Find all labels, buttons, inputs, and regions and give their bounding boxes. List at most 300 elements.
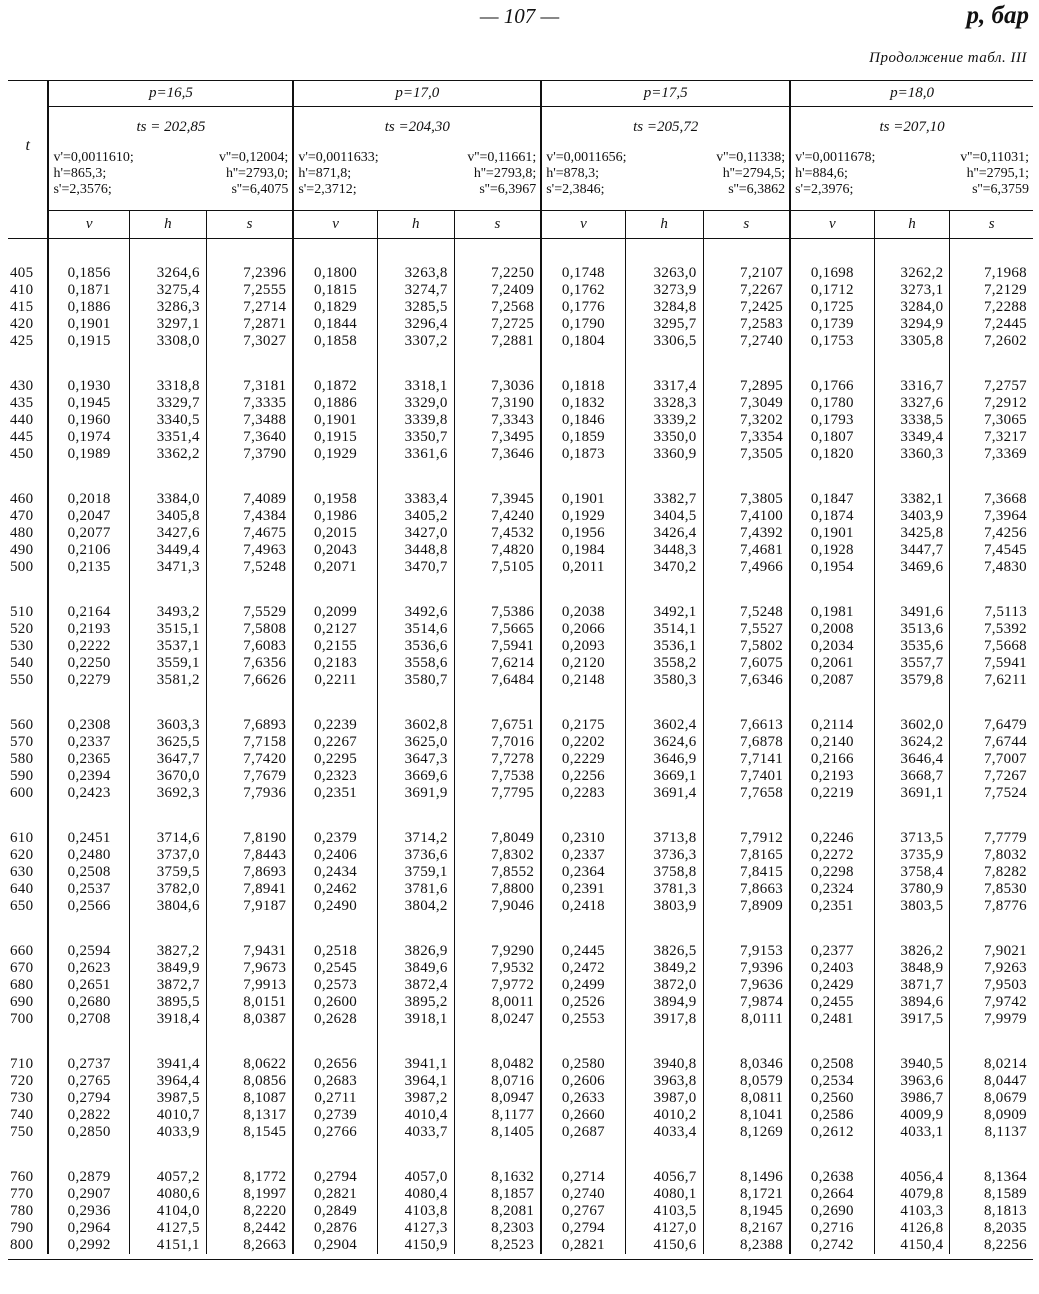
h-cell: 4104,0 <box>129 1203 206 1220</box>
h-cell: 3691,9 <box>377 785 454 802</box>
h-cell: 3403,9 <box>874 508 950 525</box>
h-cell: 4033,1 <box>874 1124 950 1141</box>
v-cell: 0,1820 <box>790 446 874 463</box>
column-header-h: h <box>625 211 703 239</box>
s-cell: 7,7524 <box>950 785 1033 802</box>
temperature-cell: 590 <box>10 767 34 784</box>
h-prime: h'=871,8; <box>298 166 352 181</box>
v-cell: 0,1753 <box>790 333 874 350</box>
v-cell: 0,2283 <box>541 785 625 802</box>
table-row <box>8 830 1033 847</box>
s-cell: 7,7278 <box>454 751 541 768</box>
h-cell: 3264,6 <box>129 265 206 282</box>
v-cell: 0,1960 <box>48 412 129 429</box>
s-cell: 7,8190 <box>206 830 293 847</box>
h-cell: 3668,7 <box>874 768 950 785</box>
s-cell: 7,3488 <box>206 412 293 429</box>
s-cell: 7,5248 <box>703 604 790 621</box>
s-cell: 7,7658 <box>703 785 790 802</box>
temperature-cell: 780 <box>10 1202 34 1219</box>
s-cell: 7,7779 <box>950 830 1033 847</box>
h-cell: 3492,6 <box>377 604 454 621</box>
v-double-prime: v''=0,11031; <box>960 150 1029 165</box>
s-cell: 7,9187 <box>206 898 293 915</box>
table-row <box>8 1073 1033 1090</box>
s-cell: 7,2740 <box>703 333 790 350</box>
page-number: — 107 — <box>479 4 560 28</box>
s-cell: 7,7016 <box>454 734 541 751</box>
s-cell: 7,3202 <box>703 412 790 429</box>
h-cell: 3986,7 <box>874 1090 950 1107</box>
v-cell: 0,2766 <box>293 1124 377 1141</box>
v-cell: 0,2664 <box>790 1186 874 1203</box>
v-cell: 0,1954 <box>790 559 874 576</box>
v-cell: 0,2175 <box>541 717 625 734</box>
s-cell: 8,0111 <box>703 1011 790 1028</box>
temperature-cell: 445 <box>10 428 34 445</box>
v-double-prime: v''=0,11661; <box>467 150 537 165</box>
s-cell: 8,1364 <box>950 1169 1033 1186</box>
h-cell: 3895,5 <box>129 994 206 1011</box>
s-cell: 8,2303 <box>454 1220 541 1237</box>
h-cell: 3491,6 <box>874 604 950 621</box>
s-cell: 7,2714 <box>206 299 293 316</box>
h-cell: 4010,7 <box>129 1107 206 1124</box>
h-cell: 3426,4 <box>625 525 703 542</box>
h-cell: 3350,0 <box>625 429 703 446</box>
v-cell: 0,2480 <box>48 847 129 864</box>
h-double-prime: h''=2793,8; <box>473 166 537 181</box>
s-cell: 7,9046 <box>454 898 541 915</box>
s-cell: 8,0811 <box>703 1090 790 1107</box>
v-cell: 0,2323 <box>293 768 377 785</box>
h-cell: 3735,9 <box>874 847 950 864</box>
table-row <box>8 604 1033 621</box>
table-row <box>8 412 1033 429</box>
table-row <box>8 751 1033 768</box>
v-cell: 0,1873 <box>541 446 625 463</box>
h-cell: 3826,5 <box>625 943 703 960</box>
s-cell: 7,6356 <box>206 655 293 672</box>
table-row <box>8 621 1033 638</box>
h-cell: 3803,5 <box>874 898 950 915</box>
s-prime: s'=2,3576; <box>53 182 112 197</box>
s-cell: 7,2267 <box>703 282 790 299</box>
table-row <box>8 333 1033 350</box>
s-cell: 8,0679 <box>950 1090 1033 1107</box>
s-cell: 7,9021 <box>950 943 1033 960</box>
table-row <box>8 881 1033 898</box>
s-cell: 7,3668 <box>950 491 1033 508</box>
table-row <box>8 785 1033 802</box>
v-cell: 0,1984 <box>541 542 625 559</box>
v-cell: 0,2418 <box>541 898 625 915</box>
h-cell: 3872,4 <box>377 977 454 994</box>
s-cell: 7,2250 <box>454 265 541 282</box>
h-cell: 4150,6 <box>625 1237 703 1254</box>
v-cell: 0,2011 <box>541 559 625 576</box>
s-cell: 8,1589 <box>950 1186 1033 1203</box>
s-cell: 7,6893 <box>206 717 293 734</box>
v-cell: 0,2623 <box>48 960 129 977</box>
s-cell: 7,7420 <box>206 751 293 768</box>
v-cell: 0,1901 <box>48 316 129 333</box>
h-cell: 3781,3 <box>625 881 703 898</box>
v-cell: 0,2742 <box>790 1237 874 1254</box>
s-double-prime: s''=6,3862 <box>728 182 786 197</box>
v-cell: 0,2711 <box>293 1090 377 1107</box>
h-cell: 3297,1 <box>129 316 206 333</box>
row-spacer <box>8 576 1033 604</box>
s-cell: 7,8776 <box>950 898 1033 915</box>
v-cell: 0,1915 <box>48 333 129 350</box>
h-cell: 3339,2 <box>625 412 703 429</box>
v-cell: 0,1929 <box>293 446 377 463</box>
h-cell: 3262,2 <box>874 265 950 282</box>
table-body <box>8 239 1033 1260</box>
h-cell: 3263,0 <box>625 265 703 282</box>
s-cell: 7,5808 <box>206 621 293 638</box>
temperature-cell: 710 <box>10 1055 34 1072</box>
temperature-cell: 520 <box>10 620 34 637</box>
table-row <box>8 491 1033 508</box>
temperature-cell: 500 <box>10 558 34 575</box>
h-cell: 3361,6 <box>377 446 454 463</box>
v-cell: 0,1928 <box>790 542 874 559</box>
s-cell: 7,5941 <box>454 638 541 655</box>
temperature-cell: 760 <box>10 1168 34 1185</box>
v-cell: 0,1871 <box>48 282 129 299</box>
h-cell: 3469,6 <box>874 559 950 576</box>
s-cell: 7,5113 <box>950 604 1033 621</box>
v-cell: 0,1958 <box>293 491 377 508</box>
temperature-cell: 410 <box>10 281 34 298</box>
s-cell: 7,7936 <box>206 785 293 802</box>
table-row <box>8 446 1033 463</box>
h-cell: 3536,6 <box>377 638 454 655</box>
v-cell: 0,1986 <box>293 508 377 525</box>
s-cell: 8,1137 <box>950 1124 1033 1141</box>
s-cell: 7,8663 <box>703 881 790 898</box>
s-cell: 8,0346 <box>703 1056 790 1073</box>
s-cell: 8,1857 <box>454 1186 541 1203</box>
v-cell: 0,2337 <box>541 847 625 864</box>
v-cell: 0,2429 <box>790 977 874 994</box>
s-cell: 7,2912 <box>950 395 1033 412</box>
row-spacer <box>8 350 1033 378</box>
temperature-cell: 540 <box>10 654 34 671</box>
table-row <box>8 768 1033 785</box>
v-cell: 0,2377 <box>790 943 874 960</box>
v-cell: 0,2166 <box>790 751 874 768</box>
v-cell: 0,2015 <box>293 525 377 542</box>
h-cell: 3294,9 <box>874 316 950 333</box>
h-cell: 3849,9 <box>129 960 206 977</box>
temperature-cell: 620 <box>10 846 34 863</box>
v-cell: 0,2114 <box>790 717 874 734</box>
saturation-params <box>790 107 1033 211</box>
h-cell: 4056,4 <box>874 1169 950 1186</box>
column-header-v: v <box>48 211 129 239</box>
v-cell: 0,2087 <box>790 672 874 689</box>
h-cell: 3340,5 <box>129 412 206 429</box>
s-cell: 8,1997 <box>206 1186 293 1203</box>
v-cell: 0,1844 <box>293 316 377 333</box>
h-cell: 4080,6 <box>129 1186 206 1203</box>
s-cell: 8,1945 <box>703 1203 790 1220</box>
h-cell: 4079,8 <box>874 1186 950 1203</box>
table-row <box>8 1107 1033 1124</box>
s-cell: 8,1405 <box>454 1124 541 1141</box>
v-cell: 0,2434 <box>293 864 377 881</box>
s-cell: 7,5802 <box>703 638 790 655</box>
h-cell: 3758,8 <box>625 864 703 881</box>
h-cell: 3602,8 <box>377 717 454 734</box>
s-cell: 8,2523 <box>454 1237 541 1254</box>
s-cell: 7,4256 <box>950 525 1033 542</box>
temperature-cell: 740 <box>10 1106 34 1123</box>
h-cell: 3941,4 <box>129 1056 206 1073</box>
v-cell: 0,2193 <box>790 768 874 785</box>
temperature-cell: 510 <box>10 603 34 620</box>
v-cell: 0,2246 <box>790 830 874 847</box>
h-cell: 3558,6 <box>377 655 454 672</box>
s-cell: 7,2881 <box>454 333 541 350</box>
h-cell: 3714,2 <box>377 830 454 847</box>
h-cell: 3941,1 <box>377 1056 454 1073</box>
h-cell: 3448,8 <box>377 542 454 559</box>
s-cell: 8,2081 <box>454 1203 541 1220</box>
s-cell: 7,4963 <box>206 542 293 559</box>
s-cell: 8,0579 <box>703 1073 790 1090</box>
table-row <box>8 1169 1033 1186</box>
v-cell: 0,2537 <box>48 881 129 898</box>
v-cell: 0,2135 <box>48 559 129 576</box>
table-row <box>8 898 1033 915</box>
h-cell: 3515,1 <box>129 621 206 638</box>
h-cell: 3580,3 <box>625 672 703 689</box>
s-cell: 7,6744 <box>950 734 1033 751</box>
h-cell: 3826,9 <box>377 943 454 960</box>
h-cell: 3917,8 <box>625 1011 703 1028</box>
h-cell: 3804,6 <box>129 898 206 915</box>
v-cell: 0,2043 <box>293 542 377 559</box>
v-cell: 0,2093 <box>541 638 625 655</box>
row-spacer <box>8 1141 1033 1169</box>
h-cell: 3558,2 <box>625 655 703 672</box>
s-cell: 7,9913 <box>206 977 293 994</box>
s-cell: 8,1632 <box>454 1169 541 1186</box>
temperature-cell: 770 <box>10 1185 34 1202</box>
v-cell: 0,2164 <box>48 604 129 621</box>
s-cell: 7,7538 <box>454 768 541 785</box>
s-cell: 7,3640 <box>206 429 293 446</box>
s-cell: 7,7912 <box>703 830 790 847</box>
v-cell: 0,2580 <box>541 1056 625 1073</box>
v-cell: 0,1886 <box>48 299 129 316</box>
h-cell: 3918,4 <box>129 1011 206 1028</box>
v-cell: 0,2822 <box>48 1107 129 1124</box>
v-cell: 0,2256 <box>541 768 625 785</box>
column-header-s: s <box>206 211 293 239</box>
h-cell: 3362,2 <box>129 446 206 463</box>
v-cell: 0,2907 <box>48 1186 129 1203</box>
s-cell: 7,2288 <box>950 299 1033 316</box>
v-cell: 0,1815 <box>293 282 377 299</box>
s-cell: 7,8282 <box>950 864 1033 881</box>
temperature-cell: 470 <box>10 507 34 524</box>
v-cell: 0,2403 <box>790 960 874 977</box>
h-cell: 4127,3 <box>377 1220 454 1237</box>
h-cell: 3848,9 <box>874 960 950 977</box>
h-cell: 3351,4 <box>129 429 206 446</box>
s-cell: 7,6214 <box>454 655 541 672</box>
h-cell: 3317,4 <box>625 378 703 395</box>
v-cell: 0,2612 <box>790 1124 874 1141</box>
t-column-spacer <box>8 211 48 239</box>
h-prime: h'=884,6; <box>795 166 848 181</box>
s-cell: 8,0947 <box>454 1090 541 1107</box>
s-cell: 7,9263 <box>950 960 1033 977</box>
v-cell: 0,2219 <box>790 785 874 802</box>
v-cell: 0,1847 <box>790 491 874 508</box>
s-cell: 8,0716 <box>454 1073 541 1090</box>
h-cell: 4080,4 <box>377 1186 454 1203</box>
h-cell: 3275,4 <box>129 282 206 299</box>
v-cell: 0,2714 <box>541 1169 625 1186</box>
s-cell: 7,3335 <box>206 395 293 412</box>
s-cell: 7,6878 <box>703 734 790 751</box>
v-cell: 0,2794 <box>293 1169 377 1186</box>
table-row <box>8 960 1033 977</box>
s-cell: 7,5668 <box>950 638 1033 655</box>
h-cell: 3758,4 <box>874 864 950 881</box>
v-cell: 0,2391 <box>541 881 625 898</box>
s-cell: 7,4675 <box>206 525 293 542</box>
s-cell: 7,7141 <box>703 751 790 768</box>
table-row <box>8 717 1033 734</box>
h-cell: 3327,6 <box>874 395 950 412</box>
s-cell: 7,2757 <box>950 378 1033 395</box>
s-cell: 8,2442 <box>206 1220 293 1237</box>
v-cell: 0,2308 <box>48 717 129 734</box>
h-cell: 3713,8 <box>625 830 703 847</box>
s-cell: 7,7007 <box>950 751 1033 768</box>
h-cell: 3646,9 <box>625 751 703 768</box>
table-row <box>8 1220 1033 1237</box>
temperature-cell: 550 <box>10 671 34 688</box>
h-cell: 4103,3 <box>874 1203 950 1220</box>
h-cell: 3804,2 <box>377 898 454 915</box>
v-cell: 0,2148 <box>541 672 625 689</box>
column-subheader-row <box>8 211 1033 239</box>
v-cell: 0,1859 <box>541 429 625 446</box>
s-cell: 7,2129 <box>950 282 1033 299</box>
v-cell: 0,2526 <box>541 994 625 1011</box>
v-cell: 0,1766 <box>790 378 874 395</box>
h-cell: 3940,5 <box>874 1056 950 1073</box>
v-cell: 0,2211 <box>293 672 377 689</box>
s-cell: 8,0447 <box>950 1073 1033 1090</box>
v-cell: 0,2716 <box>790 1220 874 1237</box>
v-cell: 0,2445 <box>541 943 625 960</box>
s-cell: 7,6083 <box>206 638 293 655</box>
v-cell: 0,2272 <box>790 847 874 864</box>
h-cell: 4033,4 <box>625 1124 703 1141</box>
s-cell: 8,1041 <box>703 1107 790 1124</box>
h-cell: 3449,4 <box>129 542 206 559</box>
v-cell: 0,2553 <box>541 1011 625 1028</box>
h-cell: 3286,3 <box>129 299 206 316</box>
s-cell: 7,4545 <box>950 542 1033 559</box>
v-cell: 0,2038 <box>541 604 625 621</box>
row-spacer <box>8 689 1033 717</box>
h-cell: 3329,0 <box>377 395 454 412</box>
v-cell: 0,2545 <box>293 960 377 977</box>
v-cell: 0,2794 <box>541 1220 625 1237</box>
h-cell: 3273,1 <box>874 282 950 299</box>
v-cell: 0,1974 <box>48 429 129 446</box>
steam-table <box>8 80 1033 1260</box>
v-cell: 0,2821 <box>541 1237 625 1254</box>
temperature-cell: 630 <box>10 863 34 880</box>
h-cell: 3318,1 <box>377 378 454 395</box>
v-cell: 0,2690 <box>790 1203 874 1220</box>
temperature-cell: 415 <box>10 298 34 315</box>
s-cell: 7,8049 <box>454 830 541 847</box>
running-head: p, бар <box>966 2 1029 29</box>
v-double-prime: v''=0,11338; <box>716 150 786 165</box>
h-cell: 3513,6 <box>874 621 950 638</box>
v-cell: 0,2660 <box>541 1107 625 1124</box>
v-cell: 0,2034 <box>790 638 874 655</box>
v-cell: 0,1832 <box>541 395 625 412</box>
h-cell: 3274,7 <box>377 282 454 299</box>
s-cell: 7,8415 <box>703 864 790 881</box>
v-cell: 0,2739 <box>293 1107 377 1124</box>
temperature-cell: 700 <box>10 1010 34 1027</box>
s-cell: 7,9396 <box>703 960 790 977</box>
h-cell: 3339,8 <box>377 412 454 429</box>
s-cell: 7,2555 <box>206 282 293 299</box>
h-cell: 3514,1 <box>625 621 703 638</box>
s-cell: 7,5665 <box>454 621 541 638</box>
h-cell: 3328,3 <box>625 395 703 412</box>
h-cell: 3447,7 <box>874 542 950 559</box>
v-cell: 0,2365 <box>48 751 129 768</box>
temperature-cell: 660 <box>10 942 34 959</box>
v-prime: v'=0,0011633; <box>298 150 379 165</box>
temperature-cell: 425 <box>10 332 34 349</box>
v-cell: 0,1989 <box>48 446 129 463</box>
h-cell: 3736,3 <box>625 847 703 864</box>
v-cell: 0,2638 <box>790 1169 874 1186</box>
v-cell: 0,1818 <box>541 378 625 395</box>
h-cell: 3737,0 <box>129 847 206 864</box>
h-cell: 3669,1 <box>625 768 703 785</box>
s-cell: 7,6479 <box>950 717 1033 734</box>
h-cell: 4010,2 <box>625 1107 703 1124</box>
table-row <box>8 1056 1033 1073</box>
h-cell: 3624,2 <box>874 734 950 751</box>
v-cell: 0,2876 <box>293 1220 377 1237</box>
h-cell: 3691,1 <box>874 785 950 802</box>
v-cell: 0,1886 <box>293 395 377 412</box>
h-cell: 3470,2 <box>625 559 703 576</box>
v-cell: 0,1945 <box>48 395 129 412</box>
v-cell: 0,1748 <box>541 265 625 282</box>
v-cell: 0,2508 <box>790 1056 874 1073</box>
